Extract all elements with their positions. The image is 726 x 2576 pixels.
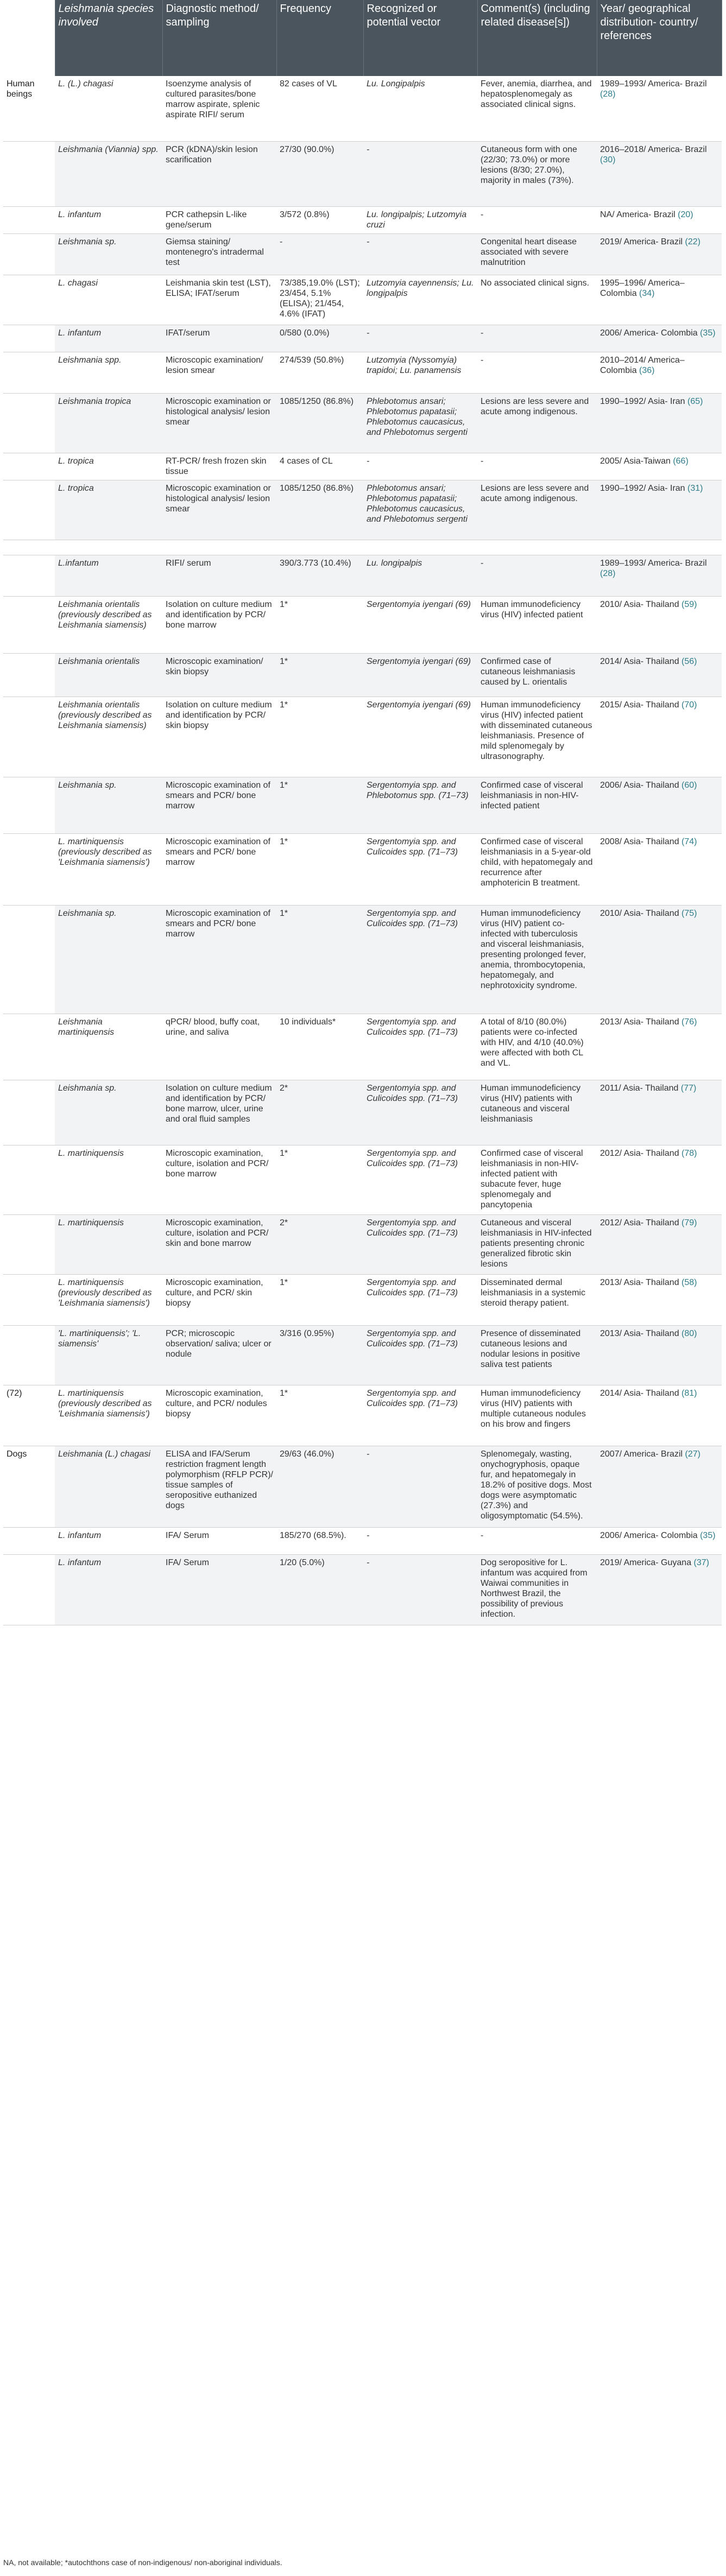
table-row [3, 777, 722, 833]
species-cell: L. infantum [55, 325, 162, 352]
method-cell: Microscopic examination/ lesion smear [162, 352, 276, 393]
table-row [3, 1274, 722, 1325]
species-cell: L. martiniquensis [55, 1145, 162, 1214]
host-cell [3, 393, 55, 453]
comment-cell: - [477, 325, 597, 352]
vector-cell: - [363, 453, 477, 480]
method-cell: RT-PCR/ fresh frozen skin tissue [162, 453, 276, 480]
reference-link[interactable]: (70) [681, 700, 697, 710]
host-cell [3, 1554, 55, 1625]
method-cell: Microscopic examination of smears and PCR/ bone marrow [162, 833, 276, 905]
table-row [3, 393, 722, 453]
table-row [3, 540, 722, 555]
vector-cell: Sergentomyia iyengari (69) [363, 653, 477, 697]
comment-cell: Presence of disseminated cutaneous lesions and nodular lesions in positive saliva test patients [477, 1325, 597, 1385]
frequency-cell: 10 individuals* [276, 1014, 363, 1080]
table-row [3, 555, 722, 596]
host-cell [3, 233, 55, 275]
frequency-cell: 1* [276, 1145, 363, 1214]
reference-link[interactable]: (28) [600, 90, 616, 99]
vector-cell: Sergentomyia spp. and Culicoides spp. (71–73) [363, 1145, 477, 1214]
host-cell [3, 1214, 55, 1274]
method-cell: Leishmania skin test (LST), ELISA; IFAT/serum [162, 275, 276, 325]
method-cell: Microscopic examination or histological analysis/ lesion smear [162, 480, 276, 540]
vector-cell: Sergentomyia spp. and Phlebotomus spp. (71–73) [363, 777, 477, 833]
vector-cell: Sergentomyia spp. and Culicoides spp. (71–73) [363, 1080, 477, 1145]
year-cell [597, 540, 722, 555]
host-cell [3, 540, 55, 555]
table-row [3, 1080, 722, 1145]
vector-cell [363, 540, 477, 555]
header-method: Diagnostic method/ sampling [162, 0, 276, 76]
reference-link[interactable]: (78) [681, 1148, 697, 1158]
species-cell: L. tropica [55, 480, 162, 540]
table-row [3, 905, 722, 1014]
species-cell: Leishmania orientalis (previously described as Leishmania siamensis) [55, 596, 162, 653]
year-cell: 2014/ Asia- Thailand (56) [597, 653, 722, 697]
species-cell: Leishmania spp. [55, 352, 162, 393]
comment-cell: Fever, anemia, diarrhea, and hepatosplenomegaly as associated clinical signs. [477, 76, 597, 141]
frequency-cell: 274/539 (50.8%) [276, 352, 363, 393]
table-row [3, 76, 722, 141]
year-cell: 2015/ Asia- Thailand (70) [597, 697, 722, 777]
method-cell: Microscopic examination of smears and PCR/ bone marrow [162, 905, 276, 1014]
reference-link[interactable]: (30) [600, 155, 616, 164]
frequency-cell: 82 cases of VL [276, 76, 363, 141]
host-cell [3, 653, 55, 697]
host-cell [3, 1274, 55, 1325]
reference-link[interactable]: (31) [687, 483, 703, 493]
table-row [3, 1527, 722, 1554]
host-cell [3, 1080, 55, 1145]
method-cell: IFA/ Serum [162, 1527, 276, 1554]
vector-cell: - [363, 325, 477, 352]
comment-cell [477, 540, 597, 555]
year-cell: 1990–1992/ Asia- Iran (31) [597, 480, 722, 540]
method-cell [162, 540, 276, 555]
comment-cell: Cutaneous form with one (22/30; 73.0%) or more lesions (8/30; 27.0%), majority in males (73%). [477, 141, 597, 206]
vector-cell: Lutzomyia cayennensis; Lu. longipalpis [363, 275, 477, 325]
header-vector: Recognized or potential vector [363, 0, 477, 76]
table-row [3, 325, 722, 352]
host-cell: (72) [3, 1385, 55, 1446]
vector-cell: - [363, 1446, 477, 1527]
frequency-cell: 3/572 (0.8%) [276, 206, 363, 233]
frequency-cell [276, 540, 363, 555]
header-frequency: Frequency [276, 0, 363, 76]
reference-link[interactable]: (35) [700, 328, 716, 338]
table-row [3, 233, 722, 275]
species-cell: Leishmania sp. [55, 777, 162, 833]
vector-cell: Phlebotomus ansari; Phlebotomus papatasii; Phlebotomus caucasicus, and Phlebotomus sergenti [363, 393, 477, 453]
comment-cell: Human immunodeficiency virus (HIV) patient co-infected with tuberculosis and visceral leishmaniasis, presenting prolonged fever, anemia, thrombocytopenia, hepatomegaly, and nephrotoxicity syndrome. [477, 905, 597, 1014]
host-cell [3, 833, 55, 905]
species-cell: Leishmania orientalis (previously described as Leishmania siamensis) [55, 697, 162, 777]
reference-link[interactable]: (80) [681, 1328, 697, 1338]
host-cell [3, 905, 55, 1014]
table-row [3, 1446, 722, 1527]
reference-link[interactable]: (20) [678, 210, 693, 219]
year-cell: 2014/ Asia- Thailand (81) [597, 1385, 722, 1446]
host-cell [3, 1014, 55, 1080]
host-cell [3, 1325, 55, 1385]
host-cell: Human beings [3, 76, 55, 141]
comment-cell: Confirmed case of cutaneous leishmaniasis caused by L. orientalis [477, 653, 597, 697]
frequency-cell: 1085/1250 (86.8%) [276, 480, 363, 540]
table-row [3, 1214, 722, 1274]
frequency-cell: 1* [276, 596, 363, 653]
reference-link[interactable]: (58) [681, 1277, 697, 1287]
method-cell: Microscopic examination, culture, isolation and PCR/ skin and bone marrow [162, 1214, 276, 1274]
header-host [3, 0, 55, 76]
method-cell: Microscopic examination, culture, and PCR/ skin biopsy [162, 1274, 276, 1325]
year-cell: 2010/ Asia- Thailand (75) [597, 905, 722, 1014]
frequency-cell: 2* [276, 1214, 363, 1274]
species-cell: Leishmania tropica [55, 393, 162, 453]
species-cell: Leishmania (L.) chagasi [55, 1446, 162, 1527]
method-cell: Isolation on culture medium and identification by PCR/ bone marrow [162, 596, 276, 653]
host-cell [3, 275, 55, 325]
species-cell: L. tropica [55, 453, 162, 480]
year-cell: 2007/ America- Brazil (27) [597, 1446, 722, 1527]
host-cell [3, 453, 55, 480]
frequency-cell: 1* [276, 833, 363, 905]
table-body [3, 76, 722, 1625]
species-cell: L. martiniquensis (previously described as 'Leishmania siamensis') [55, 1274, 162, 1325]
comment-cell: Human immunodeficiency virus (HIV) patients with multiple cutaneous nodules on his brow and fingers [477, 1385, 597, 1446]
host-cell [3, 596, 55, 653]
year-cell: 2005/ Asia-Taiwan (66) [597, 453, 722, 480]
table-row [3, 1014, 722, 1080]
species-cell: Leishmania sp. [55, 1080, 162, 1145]
frequency-cell: 390/3.773 (10.4%) [276, 555, 363, 596]
comment-cell: - [477, 206, 597, 233]
year-cell: 2012/ Asia- Thailand (78) [597, 1145, 722, 1214]
table-row [3, 697, 722, 777]
vector-cell: Sergentomyia spp. and Culicoides spp. (71–73) [363, 1325, 477, 1385]
reference-link[interactable]: (77) [680, 1083, 697, 1093]
comment-cell: Confirmed case of visceral leishmaniasis in a 5-year-old child, with hepatomegaly and recurrence after amphotericin B treatment. [477, 833, 597, 905]
species-cell: Leishmania (Viannia) spp. [55, 141, 162, 206]
frequency-cell: 185/270 (68.5%). [276, 1527, 363, 1554]
method-cell: IFA/ Serum [162, 1554, 276, 1625]
vector-cell: Sergentomyia spp. and Culicoides spp. (71–73) [363, 1385, 477, 1446]
reference-link[interactable]: (81) [681, 1388, 697, 1398]
method-cell: Microscopic examination of smears and PCR/ bone marrow [162, 777, 276, 833]
header-year: Year/ geographical distribution- country/ references [597, 0, 722, 76]
table-header [3, 0, 722, 76]
year-cell: 2012/ Asia- Thailand (79) [597, 1214, 722, 1274]
year-cell: 2010–2014/ America– Colombia (36) [597, 352, 722, 393]
vector-cell: Sergentomyia spp. and Culicoides spp. (71–73) [363, 905, 477, 1014]
year-cell: 1989–1993/ America- Brazil (28) [597, 555, 722, 596]
host-cell [3, 777, 55, 833]
year-cell: 2011/ Asia- Thailand (77) [597, 1080, 722, 1145]
frequency-cell: 73/385,19.0% (LST); 23/454, 5.1% (ELISA); 21/454, 4.6% (IFAT) [276, 275, 363, 325]
method-cell: Isoenzyme analysis of cultured parasites/bone marrow aspirate, splenic aspirate RIFI/ serum [162, 76, 276, 141]
vector-cell: Sergentomyia spp. and Culicoides spp. (71–73) [363, 1274, 477, 1325]
vector-cell: - [363, 1554, 477, 1625]
frequency-cell: 1* [276, 1274, 363, 1325]
comment-cell: Human immunodeficiency virus (HIV) patients with cutaneous and visceral leishmaniasis [477, 1080, 597, 1145]
comment-cell: - [477, 352, 597, 393]
frequency-cell: 1/20 (5.0%) [276, 1554, 363, 1625]
reference-link[interactable]: (22) [685, 237, 700, 246]
frequency-cell: 1* [276, 1385, 363, 1446]
frequency-cell: 4 cases of CL [276, 453, 363, 480]
table-row [3, 453, 722, 480]
species-cell: Leishmania orientalis [55, 653, 162, 697]
comment-cell: Splenomegaly, wasting, onychogryphosis, opaque fur, and hepatomegaly in 18.2% of positive dogs. Most dogs were asymptomatic (27.3%) and oligosymptomatic (54.5%). [477, 1446, 597, 1527]
method-cell: ELISA and IFA/Serum restriction fragment length polymorphism (RFLP PCR)/ tissue samples of seropositive euthanized dogs [162, 1446, 276, 1527]
species-cell: Leishmania martiniquensis [55, 1014, 162, 1080]
host-cell [3, 697, 55, 777]
frequency-cell: 2* [276, 1080, 363, 1145]
frequency-cell: 1* [276, 697, 363, 777]
host-cell [3, 480, 55, 540]
reference-link[interactable]: (37) [693, 1558, 709, 1567]
vector-cell: Sergentomyia spp. and Culicoides spp. (71–73) [363, 1014, 477, 1080]
reference-link[interactable]: (36) [639, 365, 655, 375]
comment-cell: Human immunodeficiency virus (HIV) infected patient with disseminated cutaneous leishmaniasis. Presence of mild splenomegaly by ultrasonography. [477, 697, 597, 777]
host-cell [3, 352, 55, 393]
table-row [3, 141, 722, 206]
host-cell [3, 1527, 55, 1554]
host-cell [3, 1145, 55, 1214]
year-cell: 2013/ Asia- Thailand (58) [597, 1274, 722, 1325]
frequency-cell: 3/316 (0.95%) [276, 1325, 363, 1385]
host-cell [3, 141, 55, 206]
frequency-cell: 0/580 (0.0%) [276, 325, 363, 352]
table-row [3, 596, 722, 653]
method-cell: IFAT/serum [162, 325, 276, 352]
table-row [3, 275, 722, 325]
year-cell: 2006/ America- Colombia (35) [597, 1527, 722, 1554]
method-cell: Microscopic examination, culture, isolation and PCR/ bone marrow [162, 1145, 276, 1214]
frequency-cell: 1* [276, 905, 363, 1014]
vector-cell: Sergentomyia iyengari (69) [363, 697, 477, 777]
reference-link[interactable]: (59) [681, 599, 697, 609]
table-row [3, 480, 722, 540]
comment-cell: Dog seropositive for L. infantum was acquired from Waiwai communities in Northwest Brazil, the possibility of previous infection. [477, 1554, 597, 1625]
vector-cell: Sergentomyia spp. and Culicoides spp. (71–73) [363, 833, 477, 905]
reference-link[interactable]: (74) [681, 837, 697, 846]
year-cell: 2006/ America- Colombia (35) [597, 325, 722, 352]
year-cell: 1989–1993/ America- Brazil (28) [597, 76, 722, 141]
species-cell: L. chagasi [55, 275, 162, 325]
footnote: NA, not available; *autochthons case of non-indigenous/ non-aboriginal individuals. [3, 2558, 282, 2567]
year-cell: 2008/ Asia- Thailand (74) [597, 833, 722, 905]
reference-link[interactable]: (27) [685, 1449, 700, 1459]
comment-cell: A total of 8/10 (80.0%) patients were co-infected with HIV, and 4/10 (40.0%) were affected with both CL and VL. [477, 1014, 597, 1080]
year-cell: 2010/ Asia- Thailand (59) [597, 596, 722, 653]
vector-cell: - [363, 1527, 477, 1554]
species-cell: L. infantum [55, 1554, 162, 1625]
host-cell [3, 325, 55, 352]
species-cell: L. infantum [55, 1527, 162, 1554]
year-cell: NA/ America- Brazil (20) [597, 206, 722, 233]
method-cell: Isolation on culture medium and identification by PCR/ skin biopsy [162, 697, 276, 777]
table-row [3, 833, 722, 905]
year-cell: 2006/ Asia- Thailand (60) [597, 777, 722, 833]
comment-cell: No associated clinical signs. [477, 275, 597, 325]
comment-cell: - [477, 453, 597, 480]
frequency-cell: 1* [276, 653, 363, 697]
species-cell: L.infantum [55, 555, 162, 596]
host-cell [3, 555, 55, 596]
species-cell: L. (L.) chagasi [55, 76, 162, 141]
species-cell [55, 540, 162, 555]
comment-cell: Congenital heart disease associated with severe malnutrition [477, 233, 597, 275]
header-comment: Comment(s) (including related disease[s]) [477, 0, 597, 76]
comment-cell: Human immunodeficiency virus (HIV) infected patient [477, 596, 597, 653]
method-cell: qPCR/ blood, buffy coat, urine, and saliva [162, 1014, 276, 1080]
reference-link[interactable]: (28) [600, 568, 616, 578]
reference-link[interactable]: (56) [681, 656, 697, 666]
vector-cell: - [363, 141, 477, 206]
frequency-cell: - [276, 233, 363, 275]
reference-link[interactable]: (79) [681, 1218, 697, 1227]
reference-link[interactable]: (34) [639, 288, 655, 298]
comment-cell: - [477, 1527, 597, 1554]
reference-link[interactable]: (76) [681, 1017, 697, 1027]
year-cell: 2013/ Asia- Thailand (76) [597, 1014, 722, 1080]
reference-link[interactable]: (65) [687, 396, 703, 406]
host-cell: Dogs [3, 1446, 55, 1527]
species-cell: Leishmania sp. [55, 233, 162, 275]
species-cell: Leishmania sp. [55, 905, 162, 1014]
species-cell: 'L. martiniquensis'; 'L. siamensis' [55, 1325, 162, 1385]
year-cell: 1990–1992/ Asia- Iran (65) [597, 393, 722, 453]
year-cell: 1995–1996/ America– Colombia (34) [597, 275, 722, 325]
vector-cell: Phlebotomus ansari; Phlebotomus papatasii; Phlebotomus caucasicus, and Phlebotomus sergenti [363, 480, 477, 540]
comment-cell: - [477, 555, 597, 596]
species-cell: L. martiniquensis (previously described as 'Leishmania siamensis') [55, 833, 162, 905]
vector-cell: Lu. Longipalpis [363, 76, 477, 141]
table-row [3, 653, 722, 697]
method-cell: Microscopic examination, culture, and PCR/ nodules biopsy [162, 1385, 276, 1446]
species-cell: L. martiniquensis (previously described as 'Leishmania siamensis') [55, 1385, 162, 1446]
frequency-cell: 1085/1250 (86.8%) [276, 393, 363, 453]
table-row [3, 1385, 722, 1446]
method-cell: RIFI/ serum [162, 555, 276, 596]
vector-cell: - [363, 233, 477, 275]
comment-cell: Cutaneous and visceral leishmaniasis in HIV-infected patients presenting chronic generalized fibrotic skin lesions [477, 1214, 597, 1274]
species-cell: L. infantum [55, 206, 162, 233]
comment-cell: Lesions are less severe and acute among indigenous. [477, 393, 597, 453]
table-row [3, 1145, 722, 1214]
year-cell: 2019/ America- Brazil (22) [597, 233, 722, 275]
comment-cell: Disseminated dermal leishmaniasis in a systemic steroid therapy patient. [477, 1274, 597, 1325]
species-cell: L. martiniquensis [55, 1214, 162, 1274]
method-cell: Microscopic examination/ skin biopsy [162, 653, 276, 697]
comment-cell: Confirmed case of visceral leishmaniasis in non-HIV-infected patient [477, 777, 597, 833]
year-cell: 2013/ Asia- Thailand (80) [597, 1325, 722, 1385]
vector-cell: Sergentomyia iyengari (69) [363, 596, 477, 653]
table-row [3, 206, 722, 233]
method-cell: PCR (kDNA)/skin lesion scarification [162, 141, 276, 206]
year-cell: 2019/ America- Guyana (37) [597, 1554, 722, 1625]
reference-link[interactable]: (35) [700, 1530, 716, 1540]
vector-cell: Lu. longipalpis; Lutzomyia cruzi [363, 206, 477, 233]
method-cell: PCR cathepsin L-like gene/serum [162, 206, 276, 233]
method-cell: Isolation on culture medium and identification by PCR/ bone marrow, ulcer, urine and oral fluid samples [162, 1080, 276, 1145]
header-species: Leishmania species involved [55, 0, 162, 76]
vector-cell: Lutzomyia (Nyssomyia) trapidoi; Lu. panamensis [363, 352, 477, 393]
frequency-cell: 29/63 (46.0%) [276, 1446, 363, 1527]
year-cell: 2016–2018/ America- Brazil (30) [597, 141, 722, 206]
comment-cell: Confirmed case of visceral leishmaniasis in non-HIV-infected patient with subacute fever, huge splenomegaly and pancytopenia [477, 1145, 597, 1214]
reference-link[interactable]: (60) [681, 780, 697, 790]
reference-link[interactable]: (66) [673, 456, 689, 466]
vector-cell: Sergentomyia spp. and Culicoides spp. (71–73) [363, 1214, 477, 1274]
leishmania-table [3, 0, 722, 1625]
method-cell: PCR; microscopic observation/ saliva; ulcer or nodule [162, 1325, 276, 1385]
host-cell [3, 206, 55, 233]
method-cell: Giemsa staining/ montenegro's intradermal test [162, 233, 276, 275]
method-cell: Microscopic examination or histological analysis/ lesion smear [162, 393, 276, 453]
frequency-cell: 27/30 (90.0%) [276, 141, 363, 206]
table-row [3, 1554, 722, 1625]
table-row [3, 352, 722, 393]
comment-cell: Lesions are less severe and acute among indigenous. [477, 480, 597, 540]
table-row [3, 1325, 722, 1385]
vector-cell: Lu. longipalpis [363, 555, 477, 596]
frequency-cell: 1* [276, 777, 363, 833]
reference-link[interactable]: (75) [681, 908, 697, 918]
